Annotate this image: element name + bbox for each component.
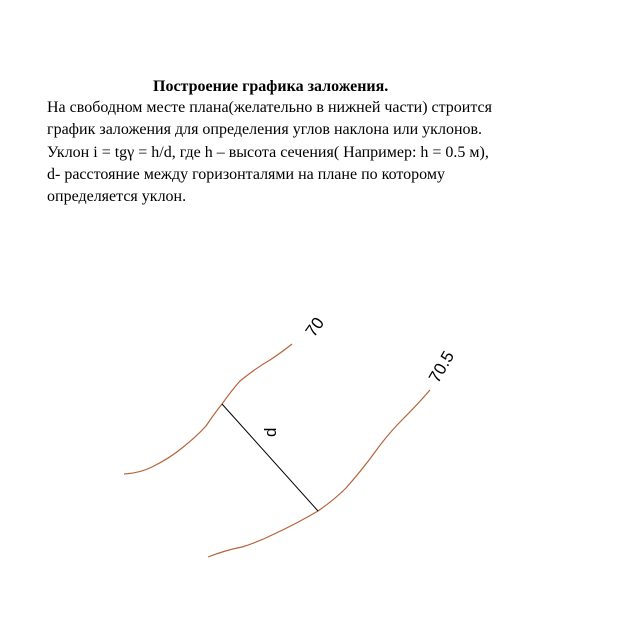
contour-label-70: 70: [301, 313, 329, 341]
contour-line-70-5: [208, 390, 430, 557]
distance-line: [222, 404, 318, 511]
text-line: график заложения для определения углов наклона или уклонов.: [47, 121, 483, 138]
text-line: определяется уклон.: [47, 188, 187, 205]
document-title: Построение графика заложения.: [153, 78, 389, 95]
text-line: На свободном месте плана(желательно в нижней части) строится: [47, 99, 493, 116]
text-line: Уклон i = tgγ = h/d, где h – высота сечения( Например: h = 0.5 м),: [47, 144, 489, 161]
distance-label: d: [261, 427, 280, 437]
contour-label-70-5: 70.5: [425, 347, 459, 386]
text-line: d- расстояние между горизонталями на плане по которому: [47, 166, 445, 183]
